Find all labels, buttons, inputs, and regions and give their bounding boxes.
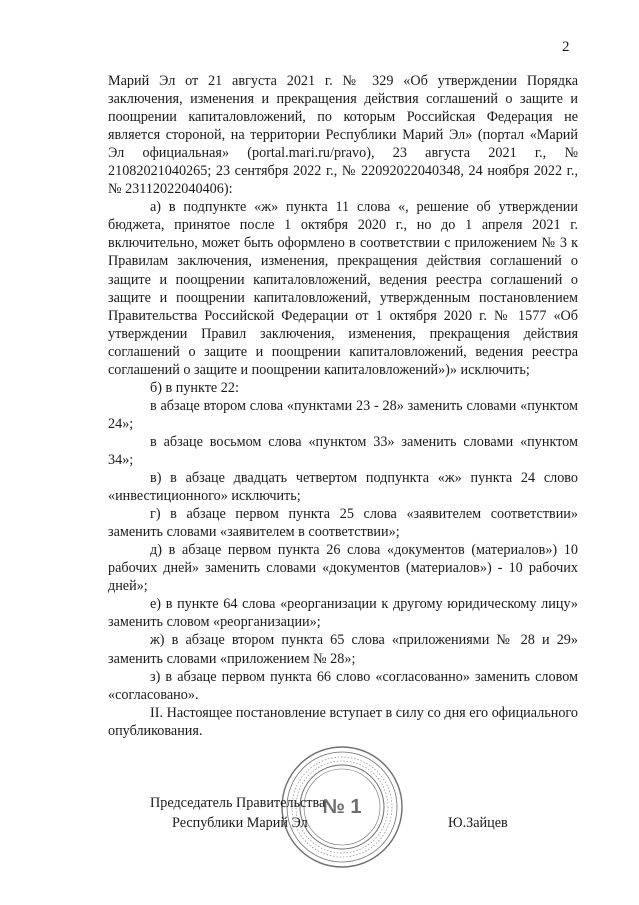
paragraph-section-ii: II. Настоящее постановление вступает в силу со дня его официального опубликования. xyxy=(108,704,578,739)
signatory-name: Ю.Зайцев xyxy=(448,815,508,831)
paragraph-item-a: а) в подпункте «ж» пункта 11 слова «, решение об утверждении бюджета, принятое после 1 октября 2020 г., но до 1 апреля 2021 г. включительно, может быть оформлено в соответствии с приложением № 3 к Правилам заключения, изменения, прекращения действия соглашений о защите и поощрении капиталовложений, ведения реестра соглашений о защите и поощрении капиталовложений, утвержденным постановлением Правительства Российской Федерации от 1 октября 2020 г. № 1577 «Об утверждении Правил заключения, изменения, прекращения действия соглашений о защите и поощрении капиталовложений, ведения реестра соглашений о защите и поощрении капиталовложений»)» исключить; xyxy=(108,199,578,378)
paragraph-item-zh: ж) в абзаце втором пункта 65 слова «приложениями № 28 и 29» заменить словами «приложением № 28»; xyxy=(108,632,578,667)
page-number: 2 xyxy=(562,39,570,55)
signatory-title xyxy=(150,793,325,833)
paragraph-intro: Марий Эл от 21 августа 2021 г. № 329 «Об утверждении Порядка заключения, изменения и прекращения действия соглашений о защите и поощрении капиталовложений, по которым Российская Федерация не является стороной, на территории Республики Марий Эл» (портал «Марий Эл официальная» (portal.mari.ru/pravo), 23 августа 2021 г., № 21082021040265; 23 сентября 2022 г., № 22092022040348, 24 ноября 2022 г., № 23112022040406): xyxy=(108,73,578,198)
paragraph-item-b-2: в абзаце восьмом слова «пунктом 33» заменить словами «пунктом 34»; xyxy=(108,433,578,468)
paragraph-item-v: в) в абзаце двадцать четвертом подпункта «ж» пункта 24 слово «инвестиционного» исключить; xyxy=(108,470,578,505)
document-body xyxy=(108,72,578,740)
seal-number: № 1 xyxy=(322,796,362,818)
paragraph-item-d: д) в абзаце первом пункта 26 слова «документов (материалов») 10 рабочих дней» заменить словами «документов (материалов») - 10 рабочих дней»; xyxy=(108,542,578,595)
paragraph-item-g: г) в абзаце первом пункта 25 слова «заявителем соответствии» заменить словами «заявителем в соответствии»; xyxy=(108,506,578,541)
signatory-title-line2: Республики Марий Эл xyxy=(172,815,308,831)
signatory-title-line1: Председатель Правительства xyxy=(150,795,326,811)
paragraph-item-z: з) в абзаце первом пункта 66 слово «согласованно» заменить словом «согласовано». xyxy=(108,668,578,703)
paragraph-item-b-1: в абзаце втором слова «пунктами 23 - 28» заменить словами «пунктом 24»; xyxy=(108,397,578,432)
paragraph-item-b: б) в пункте 22: xyxy=(150,379,239,396)
paragraph-item-e: е) в пункте 64 слова «реорганизации к другому юридическому лицу» заменить словом «реорганизации»; xyxy=(108,596,578,631)
